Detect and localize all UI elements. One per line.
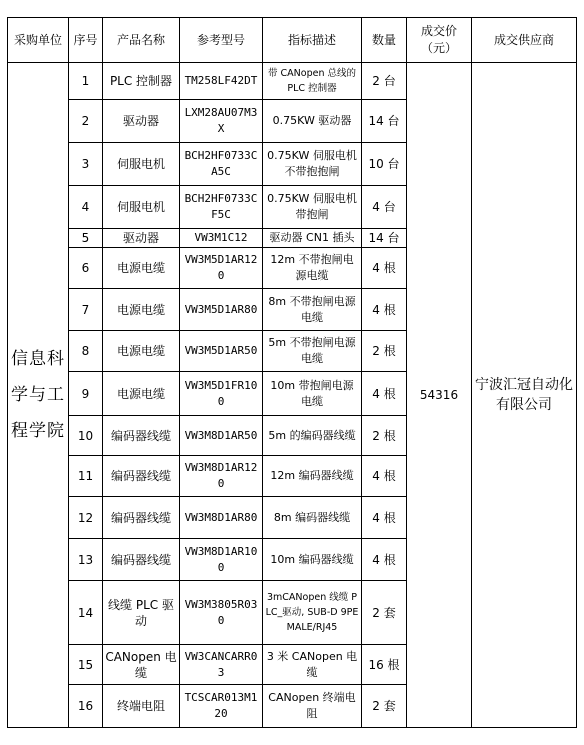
model-cell: VW3M8D1AR120 bbox=[180, 456, 263, 497]
seq-cell: 16 bbox=[69, 685, 103, 728]
model-cell: VW3M8D1AR100 bbox=[180, 539, 263, 581]
qty-cell: 2 根 bbox=[362, 331, 407, 372]
header-product: 产品名称 bbox=[103, 18, 180, 63]
seq-cell: 3 bbox=[69, 143, 103, 186]
spec-cell: 0.75KW 伺服电机不带抱抱闸 bbox=[263, 143, 362, 186]
product-cell: 伺服电机 bbox=[103, 143, 180, 186]
header-seq: 序号 bbox=[69, 18, 103, 63]
spec-cell: 驱动器 CN1 插头 bbox=[263, 229, 362, 248]
qty-cell: 2 台 bbox=[362, 63, 407, 100]
spec-cell: 5m 不带抱闸电源电缆 bbox=[263, 331, 362, 372]
product-cell: PLC 控制器 bbox=[103, 63, 180, 100]
product-cell: 电源电缆 bbox=[103, 248, 180, 289]
header-spec: 指标描述 bbox=[263, 18, 362, 63]
qty-cell: 4 根 bbox=[362, 248, 407, 289]
spec-cell: 3 米 CANopen 电缆 bbox=[263, 645, 362, 685]
model-cell: VW3M1C12 bbox=[180, 229, 263, 248]
qty-cell: 10 台 bbox=[362, 143, 407, 186]
spec-cell: 10m 带抱闸电源电缆 bbox=[263, 372, 362, 416]
spec-cell: 3mCANopen 线缆 PLC_驱动, SUB-D 9PEMALE/RJ45 bbox=[263, 581, 362, 645]
seq-cell: 6 bbox=[69, 248, 103, 289]
model-cell: TCSCAR013M120 bbox=[180, 685, 263, 728]
seq-cell: 9 bbox=[69, 372, 103, 416]
seq-cell: 13 bbox=[69, 539, 103, 581]
model-cell: VW3M8D1AR80 bbox=[180, 497, 263, 539]
seq-cell: 7 bbox=[69, 289, 103, 331]
qty-cell: 4 根 bbox=[362, 497, 407, 539]
procurement-table bbox=[7, 17, 577, 728]
header-row bbox=[8, 18, 577, 63]
product-cell: CANopen 电缆 bbox=[103, 645, 180, 685]
seq-cell: 2 bbox=[69, 100, 103, 143]
header-vendor: 成交供应商 bbox=[472, 18, 577, 63]
qty-cell: 16 根 bbox=[362, 645, 407, 685]
header-qty: 数量 bbox=[362, 18, 407, 63]
vendor-cell: 宁波汇冠自动化有限公司 bbox=[472, 63, 577, 728]
spec-cell: CANopen 终端电阻 bbox=[263, 685, 362, 728]
spec-cell: 8m 编码器线缆 bbox=[263, 497, 362, 539]
product-cell: 编码器线缆 bbox=[103, 539, 180, 581]
seq-cell: 11 bbox=[69, 456, 103, 497]
product-cell: 驱动器 bbox=[103, 229, 180, 248]
seq-cell: 12 bbox=[69, 497, 103, 539]
model-cell: BCH2HF0733CF5C bbox=[180, 186, 263, 229]
product-cell: 编码器线缆 bbox=[103, 497, 180, 539]
spec-cell: 5m 的编码器线缆 bbox=[263, 416, 362, 456]
model-cell: VW3M5D1AR120 bbox=[180, 248, 263, 289]
spec-cell: 12m 编码器线缆 bbox=[263, 456, 362, 497]
qty-cell: 14 台 bbox=[362, 100, 407, 143]
spec-cell: 12m 不带抱闸电源电缆 bbox=[263, 248, 362, 289]
seq-cell: 5 bbox=[69, 229, 103, 248]
qty-cell: 14 台 bbox=[362, 229, 407, 248]
product-cell: 电源电缆 bbox=[103, 289, 180, 331]
qty-cell: 4 根 bbox=[362, 289, 407, 331]
product-cell: 编码器线缆 bbox=[103, 456, 180, 497]
seq-cell: 14 bbox=[69, 581, 103, 645]
spec-cell: 8m 不带抱闸电源电缆 bbox=[263, 289, 362, 331]
model-cell: VW3CANCARR03 bbox=[180, 645, 263, 685]
qty-cell: 2 根 bbox=[362, 416, 407, 456]
seq-cell: 10 bbox=[69, 416, 103, 456]
product-cell: 编码器线缆 bbox=[103, 416, 180, 456]
product-cell: 电源电缆 bbox=[103, 372, 180, 416]
qty-cell: 2 套 bbox=[362, 581, 407, 645]
seq-cell: 8 bbox=[69, 331, 103, 372]
seq-cell: 4 bbox=[69, 186, 103, 229]
product-cell: 伺服电机 bbox=[103, 186, 180, 229]
seq-cell: 15 bbox=[69, 645, 103, 685]
model-cell: BCH2HF0733CA5C bbox=[180, 143, 263, 186]
qty-cell: 2 套 bbox=[362, 685, 407, 728]
header-model: 参考型号 bbox=[180, 18, 263, 63]
product-cell: 电源电缆 bbox=[103, 331, 180, 372]
product-cell: 终端电阻 bbox=[103, 685, 180, 728]
product-cell: 线缆 PLC 驱动 bbox=[103, 581, 180, 645]
model-cell: VW3M3805R030 bbox=[180, 581, 263, 645]
model-cell: VW3M8D1AR50 bbox=[180, 416, 263, 456]
buyer-cell: 信息科学与工程学院 bbox=[8, 63, 69, 728]
price-cell: 54316 bbox=[407, 63, 472, 728]
model-cell: VW3M5D1AR50 bbox=[180, 331, 263, 372]
spec-cell: 0.75KW 驱动器 bbox=[263, 100, 362, 143]
spec-cell: 10m 编码器线缆 bbox=[263, 539, 362, 581]
spec-cell: 带 CANopen 总线的 PLC 控制器 bbox=[263, 63, 362, 100]
header-buyer: 采购单位 bbox=[8, 18, 69, 63]
table-row bbox=[8, 63, 577, 100]
model-cell: VW3M5D1AR80 bbox=[180, 289, 263, 331]
qty-cell: 4 台 bbox=[362, 186, 407, 229]
qty-cell: 4 根 bbox=[362, 456, 407, 497]
spec-cell: 0.75KW 伺服电机带抱闸 bbox=[263, 186, 362, 229]
product-cell: 驱动器 bbox=[103, 100, 180, 143]
qty-cell: 4 根 bbox=[362, 372, 407, 416]
model-cell: VW3M5D1FR100 bbox=[180, 372, 263, 416]
header-price: 成交价（元） bbox=[407, 18, 472, 63]
qty-cell: 4 根 bbox=[362, 539, 407, 581]
seq-cell: 1 bbox=[69, 63, 103, 100]
model-cell: LXM28AU07M3X bbox=[180, 100, 263, 143]
model-cell: TM258LF42DT bbox=[180, 63, 263, 100]
